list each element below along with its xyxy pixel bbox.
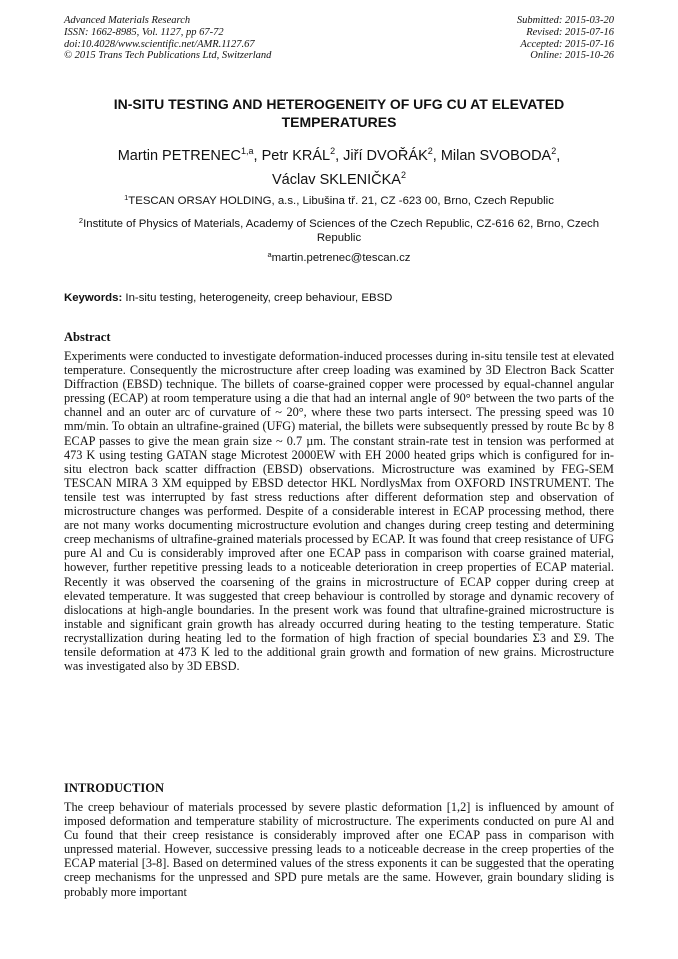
journal-name: Advanced Materials Research (64, 15, 191, 26)
corresponding-email (64, 251, 614, 265)
abstract-text: Experiments were conducted to investigate deformation-induced processes during in-situ tensile test at elevated temperature. Consequently the microstructure after creep loading was examined by 3D Electron Back Scatter Diffraction (EBSD) technique. The billets of coarse-grained copper were processed by equal-channel angular pressing (ECAP) at room temperature using a die that had an internal angle of 90° between the two parts of the channel and an outer arc of curvature of ~ 20°, where these two parts intersect. The pressing speed was 10 mm/min. To obtain an ultrafine-grained (UFG) material, the billets were subsequently pressed by route Bc by 8 ECAP passes to give the mean grain size ~ 0.7 µm. The constant strain-rate test in tension was performed at 473 K using testing GATAN stage Microtest 2000EW with EH 2000 heated grips which is configured for in-situ electron back scatter diffraction (EBSD) observations. Microstructure was examined by FEG-SEM TESCAN MIRA 3 XM equipped by EBSD detector HKL NordlysMax from OXFORD INSTRUMENT. The tensile test was interrupted by fast stress reductions after different deformation step and observation of microstructure changes was performed. Despite of a considerable interest in ECAP processing method, there are not many works documenting microstructure evolution and changes during creep testing and determining creep mechanisms of ultrafine-grained materials processed by ECAP. It was found that creep resistance of UFG pure Al and Cu is considerably improved after one ECAP pass in comparison with coarse grained material, however, further repetitive pressing leads to a noticeable deterioration in creep properties of ECAP material. Recently it was observed the coarsening of the grains in microstructure of ECAP copper during creep at elevated temperature. It was suggested that creep behaviour is controlled by storage and dynamic recovery of dislocations at high-angle boundaries. In the present work was found that ultrafine-grained microstructure is instable and significant grain growth has already occurred during heating to the testing temperature. Static recrystallization during heating led to the formation of high fraction of special boundaries Σ3 and Σ9. The tensile deformation at 473 K led to the additional grain growth and formation of new grains. Microstructure was investigated also by 3D EBSD. (64, 349, 614, 674)
date-revised: Revised: 2015-07-16 (526, 26, 614, 38)
journal-issn: ISSN: 1662-8985, Vol. 1127, pp 67-72 (64, 26, 224, 38)
email-address: martin.petrenec@tescan.cz (271, 252, 411, 264)
date-accepted: Accepted: 2015-07-16 (520, 38, 614, 50)
author-name: Jiří DVOŘÁK (343, 148, 428, 164)
affiliation-mark: 1 (124, 193, 129, 202)
author-affiliation-mark: 2 (400, 170, 406, 180)
introduction-text: The creep behaviour of materials processed by severe plastic deformation [1,2] is influenced by amount of imposed deformation and temperature stability of microstructure. The experiments conducted on pure Al and Cu found that their creep resistance is considerably improved after one ECAP pass in comparison with unpressed material. However, successive pressing leads to a noticeable decrease in the creep properties of the ECAP material [3-8]. Based on determined values of the stress exponents it can be suggested that the operating creep mechanisms for the unpressed and SPD pure metals are the same. However, grain boundary sliding is probably more important (64, 800, 614, 899)
email-mark: a (267, 250, 272, 259)
keywords-line (64, 291, 614, 305)
journal-header-right (517, 15, 614, 62)
author-name: Martin PETRENEC (117, 148, 241, 164)
author-list: Martin PETRENEC$^{1,a}$, Petr KRÁL$^2$, Jiří DVOŘÁK$^2$, Milan SVOBODA$^2$, Václav SKLENIČKA$^2$ (117, 146, 561, 188)
author-affiliation-mark: 2 (427, 146, 433, 156)
introduction-heading: INTRODUCTION (64, 781, 165, 795)
affiliation-text: Institute of Physics of Materials, Academy of Sciences of the Czech Republic, CZ-616 62, Brno, Czech Republic (83, 218, 600, 244)
author-name: Václav SKLENIČKA (272, 172, 401, 188)
keywords-text: In-situ testing, heterogeneity, creep behaviour, EBSD (125, 292, 393, 304)
author-name: Milan SVOBODA (440, 148, 552, 164)
affiliation-text: TESCAN ORSAY HOLDING, a.s., Libušina tř. 21, CZ -623 00, Brno, Czech Republic (128, 195, 554, 207)
author-affiliation-mark: 1,a (241, 146, 254, 156)
affiliation-2 (64, 217, 614, 245)
journal-header-left (64, 15, 271, 62)
author-affiliation-mark: 2 (551, 146, 557, 156)
abstract-heading: Abstract (64, 330, 111, 344)
journal-doi: doi:10.4028/www.scientific.net/AMR.1127.67 (64, 38, 255, 50)
journal-copyright: © 2015 Trans Tech Publications Ltd, Switzerland (64, 50, 272, 62)
affiliation-1 (64, 194, 614, 208)
date-online: Online: 2015-10-26 (530, 50, 614, 62)
paper-title: IN-SITU TESTING AND HETEROGENEITY OF UFG CU AT ELEVATED TEMPERATURES (113, 96, 565, 130)
keywords-label: Keywords: (64, 292, 123, 304)
author-name: Petr KRÁL (261, 148, 331, 164)
author-affiliation-mark: 2 (330, 146, 336, 156)
affiliation-mark: 2 (78, 216, 84, 225)
date-submitted: Submitted: 2015-03-20 (516, 15, 614, 26)
